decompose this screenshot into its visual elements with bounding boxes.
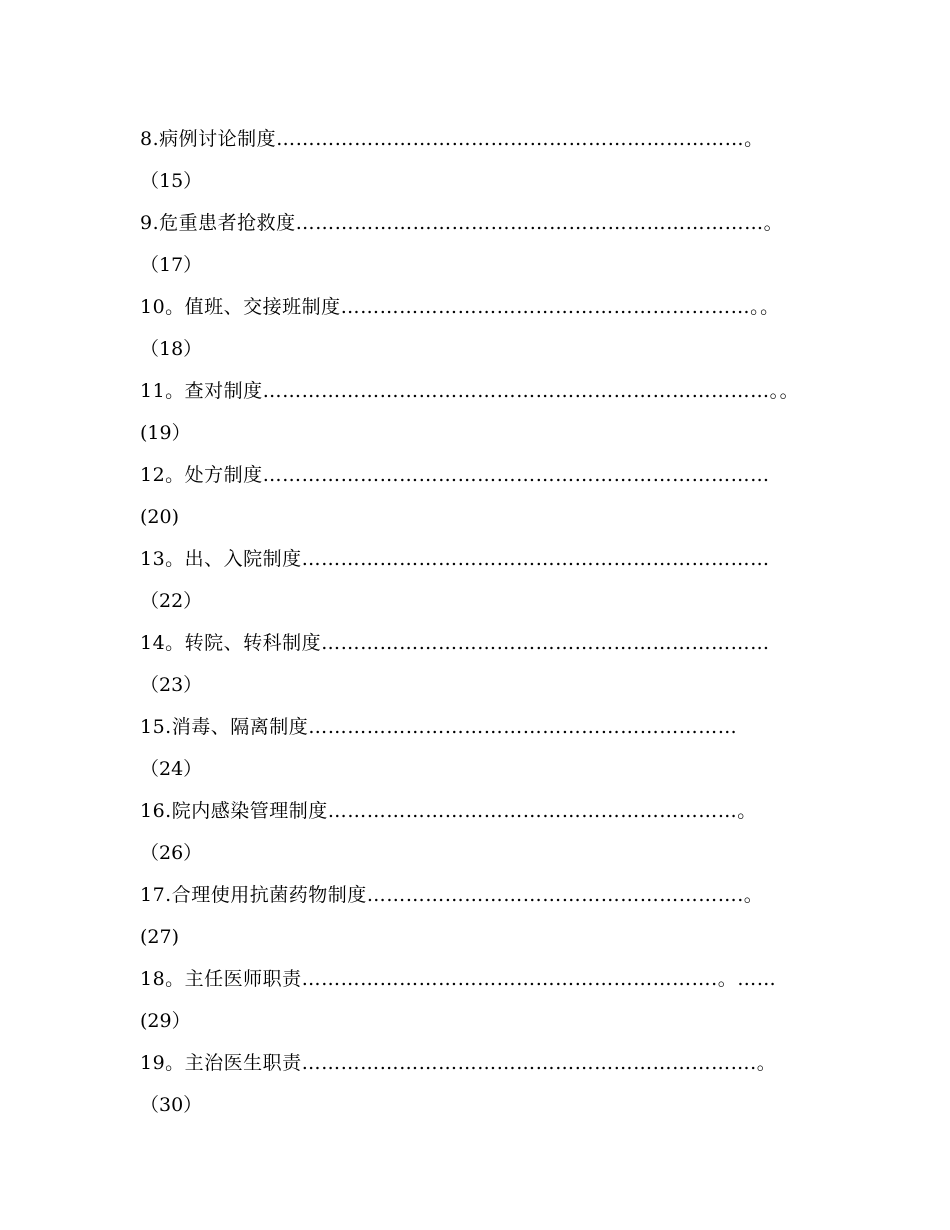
toc-entry-page: （26）: [140, 842, 203, 864]
toc-entry-page: (20): [140, 506, 180, 528]
toc-entry-page: （23）: [140, 674, 203, 696]
toc-entry: [140, 454, 820, 538]
toc-entry: [140, 538, 820, 622]
toc-entry-page: (27): [140, 926, 180, 948]
toc-entry-title: 12。处方制度……………………………………………………………………: [140, 464, 770, 486]
toc-entry-page: (19）: [140, 422, 191, 444]
toc-entry-page: （17）: [140, 254, 203, 276]
toc-entry-page: （30）: [140, 1094, 203, 1116]
toc-entry-page: (29）: [140, 1010, 191, 1032]
toc-entry-title: 10。值班、交接班制度………………………………………………………。。: [140, 296, 780, 318]
table-of-contents: [140, 118, 820, 1126]
toc-entry-title: 11。查对制度……………………………………………………………………。。: [140, 380, 800, 402]
toc-entry: [140, 622, 820, 706]
toc-entry-page: （15）: [140, 170, 203, 192]
toc-entry-title: 17.合理使用抗菌药物制度………………………………………………….。: [140, 884, 764, 906]
toc-entry: [140, 874, 820, 958]
toc-entry-page: （24）: [140, 758, 203, 780]
toc-entry: [140, 958, 820, 1042]
toc-entry-title: 15.消毒、隔离制度…………………………………………………………: [140, 716, 738, 738]
toc-entry: [140, 370, 820, 454]
toc-entry-title: 14。转院、转科制度……………………………………………………………: [140, 632, 770, 654]
toc-entry-title: 13。出、入院制度………………………………………………………………: [140, 548, 770, 570]
toc-entry-page: （22）: [140, 590, 203, 612]
toc-entry-title: 9.危重患者抢救度………………………………………………………………。: [140, 212, 784, 234]
toc-entry-title: 19。主治医生职责…………………………………………………………….。: [140, 1052, 777, 1074]
toc-entry: [140, 790, 820, 874]
toc-entry: [140, 286, 820, 370]
toc-entry: [140, 706, 820, 790]
toc-entry-title: 16.院内感染管理制度………………………………………………………。: [140, 800, 757, 822]
toc-entry: [140, 118, 820, 202]
toc-entry: [140, 1042, 820, 1126]
toc-entry-title: 8.病例讨论制度………………………………………………………………。: [140, 128, 764, 150]
toc-entry: [140, 202, 820, 286]
toc-entry-title: 18。主任医师职责……………………………………………………….。……: [140, 968, 777, 990]
toc-entry-page: （18）: [140, 338, 203, 360]
